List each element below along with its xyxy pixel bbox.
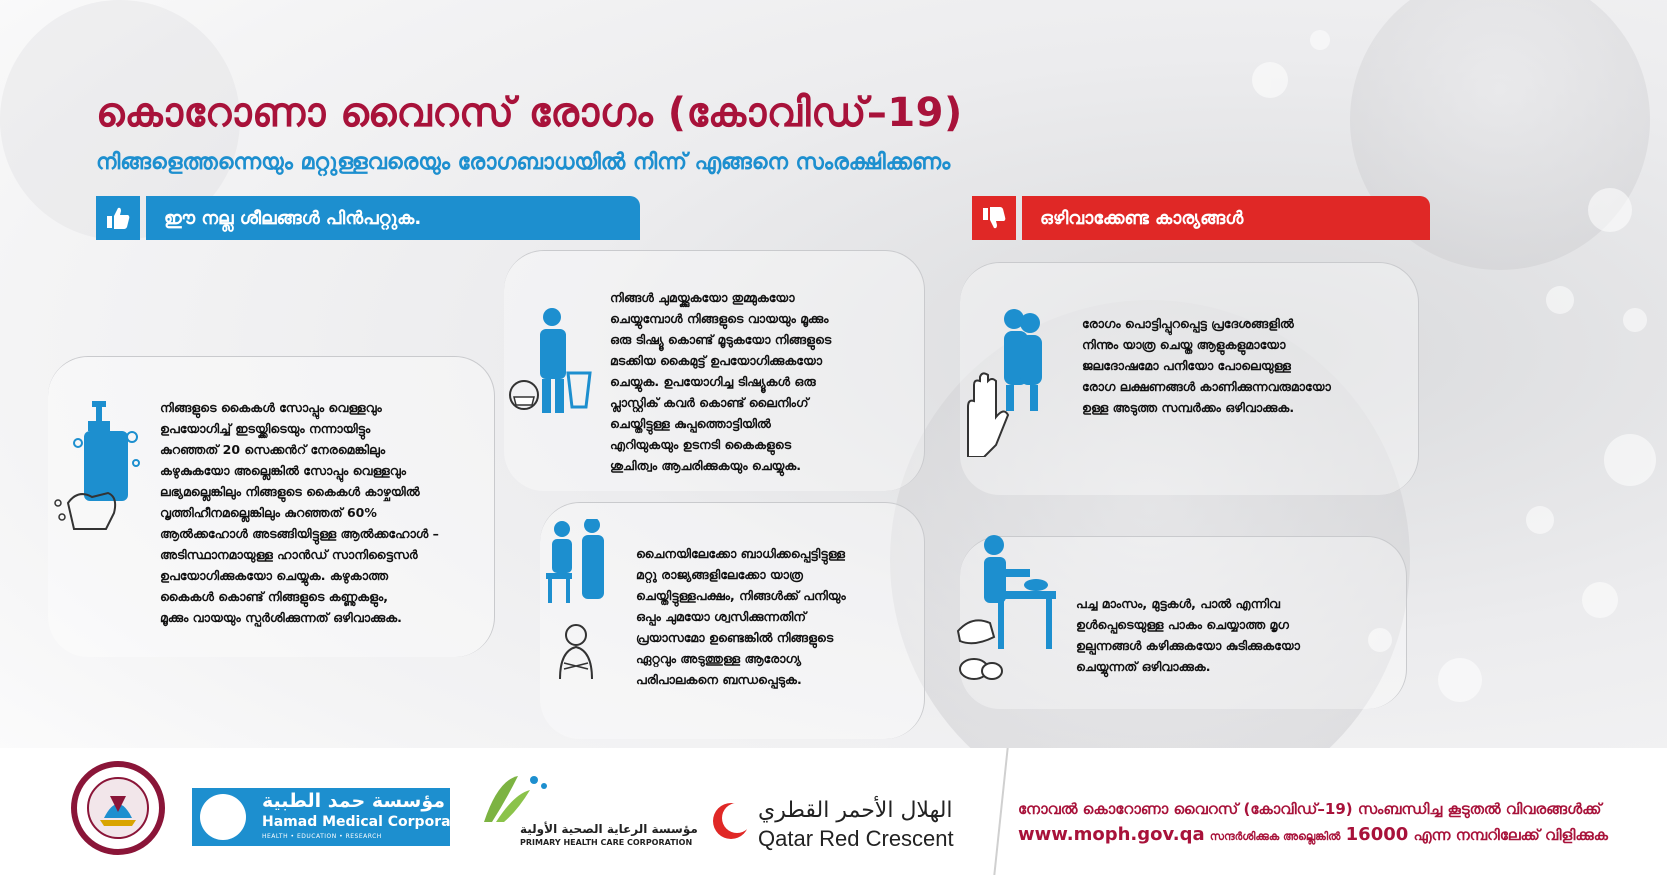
tissue-line: ചെയ്തിട്ടുള്ള കുപ്പത്തൊട്ടിയിൽ — [610, 416, 771, 431]
hmc-logo — [192, 788, 482, 846]
raw-food-line: ചെയ്യുന്നത് ഒഴിവാക്കുക. — [1076, 659, 1211, 674]
handwash-line: കഴുകുകയോ അല്ലെങ്കിൽ സോപ്പും വെള്ളവും — [160, 463, 406, 478]
do-card-tissue — [504, 250, 925, 491]
handwash-line: ലഭ്യമല്ലെങ്കിലും നിങ്ങളുടെ കൈകൾ കാഴ്ചയിൽ — [160, 484, 420, 499]
do-card-doctor — [540, 502, 925, 739]
handwash-line: മൂക്കും വായയും സ്പർശിക്കുന്നത് ഒഴിവാക്കുക. — [160, 610, 402, 625]
phcc-arabic-name: مؤسسة الرعاية الصحية الأولية — [520, 822, 698, 836]
hmc-emblem — [200, 794, 246, 840]
handwash-line: ഉപയോഗിച്ച് ഇടയ്ക്കിടെയും നന്നായിട്ടും — [160, 421, 371, 436]
do-banner — [96, 196, 640, 240]
handwash-line: ഉപയോഗിക്കുകയോ ചെയ്യുക. കഴുകാത്ത — [160, 568, 389, 583]
tissue-line: ഒരു ടിഷ്യൂ കൊണ്ട് മൂടുകയോ നിങ്ങളുടെ — [610, 332, 832, 347]
doctor-patient-icon — [540, 519, 620, 693]
do-card-handwash — [48, 356, 495, 657]
handwash-line: ആൽക്കഹോൾ അടങ്ങിയിട്ടുള്ള ആൽക്കഹോൾ – — [160, 526, 439, 541]
do-banner-label: ഈ നല്ല ശീലങ്ങൾ പിൻപറ്റുക. — [146, 196, 640, 240]
doctor-line: ചെയ്തിട്ടുള്ളപക്ഷം, നിങ്ങൾക്ക് പനിയും — [636, 588, 846, 603]
tissue-line: എറിയുകയും ഉടനടി കൈകളുടെ — [610, 437, 792, 452]
doctor-line: മറ്റു രാജ്യങ്ങളിലേക്കോ യാത്ര — [636, 567, 803, 582]
footer-contact-line — [1018, 824, 1608, 845]
hotline-number: 16000 — [1345, 824, 1409, 845]
dont-card-contact — [960, 262, 1419, 495]
contact-line: ഉള്ള അടുത്ത സമ്പർക്കം ഒഴിവാക്കുക. — [1082, 400, 1295, 415]
page-title: കൊറോണാ വൈറസ് രോഗം (കോവിഡ്–19) — [96, 90, 963, 136]
hmc-tagline: HEALTH • EDUCATION • RESEARCH — [262, 833, 382, 840]
qrc-crescent-icon — [710, 800, 752, 846]
hmc-arabic-name: مؤسسة حمد الطبية — [262, 790, 446, 812]
qrc-arabic-name: الهلال الأحمر القطري — [758, 798, 953, 823]
footer-visit-text: സന്ദർശിക്കുക അല്ലെങ്കിൽ — [1209, 830, 1341, 843]
page-subtitle: നിങ്ങളെത്തന്നെയും മറ്റുള്ളവരെയും രോഗബാധയിൽ നിന്ന് എങ്ങനെ സംരക്ഷിക്കണം — [96, 150, 951, 175]
phcc-english-name: PRIMARY HEALTH CARE CORPORATION — [520, 838, 693, 847]
thumbs-up-icon — [96, 196, 140, 240]
tissue-line: നിങ്ങൾ ചുമയ്ക്കുകയോ തുമ്മുകയോ — [610, 290, 795, 305]
contact-line: രോഗം പൊട്ടിപ്പുറപ്പെട്ട പ്രദേശങ്ങളിൽ — [1082, 316, 1294, 331]
doctor-line: ഒപ്പം ചുമയോ ശ്വസിക്കുന്നതിന് — [636, 609, 807, 624]
handwash-line: കൈകൾ കൊണ്ട് നിങ്ങളുടെ കണ്ണുകളും, — [160, 589, 389, 604]
footer-call-text: എന്ന നമ്പറിലേക്ക് വിളിക്കുക — [1413, 826, 1608, 844]
hmc-english-name: Hamad Medical Corporation — [262, 814, 482, 830]
tissue-line: ചെയ്യുമ്പോൾ നിങ്ങളുടെ വായയും മൂക്കും — [610, 311, 829, 326]
handwash-line: നിങ്ങളുടെ കൈകൾ സോപ്പും വെള്ളവും — [160, 400, 382, 415]
dont-banner — [972, 196, 1430, 240]
doctor-line: ചൈനയിലേക്കോ ബാധിക്കപ്പെട്ടിട്ടുള്ള — [636, 546, 845, 561]
footer-info-line: നോവൽ കൊറോണാ വൈറസ് (കോവിഡ്–19) സംബന്ധിച്ച കൂടുതൽ വിവരങ്ങൾക്ക് — [1018, 800, 1602, 818]
hug-stop-icon — [960, 307, 1060, 461]
contact-line: ജലദോഷമോ പനിയോ പോലെയുള്ള — [1082, 358, 1291, 373]
raw-food-line: ഉല്പന്നങ്ങൾ കഴിക്കുകയോ കുടിക്കുകയോ — [1076, 638, 1300, 653]
doctor-line: പ്രയാസമോ ഉണ്ടെങ്കിൽ നിങ്ങളുടെ — [636, 630, 834, 645]
tissue-line: ചെയ്യുക. ഉപയോഗിച്ച ടിഷ്യൂകൾ ഒരു — [610, 374, 816, 389]
raw-food-line: ഉൾപ്പെടെയുള്ള പാകം ചെയ്യാത്ത മൃഗ — [1076, 617, 1289, 632]
moph-url-link[interactable]: www.moph.gov.qa — [1018, 824, 1205, 845]
handwash-line: വൃത്തിഹീനമല്ലെങ്കിലും കുറഞ്ഞത് 60% — [160, 505, 377, 520]
raw-food-line: പച്ച മാംസം, മുട്ടകൾ, പാൽ എന്നിവ — [1076, 596, 1281, 611]
handwash-line: അടിസ്ഥാനമായുള്ള ഹാൻഡ് സാനിട്ടൈസർ — [160, 547, 418, 562]
handwash-line: കുറഞ്ഞത് 20 സെക്കൻറ് നേരമെങ്കിലും — [160, 442, 386, 457]
tissue-bin-icon — [504, 303, 604, 427]
doctor-line: ഏറ്റവും അടുത്തുള്ള ആരോഗ്യ — [636, 651, 802, 666]
tissue-line: ശുചിത്വം ആചരിക്കുകയും ചെയ്യുക. — [610, 458, 802, 473]
tissue-line: മടക്കിയ കൈമുട്ട് ഉപയോഗിക്കുകയോ — [610, 353, 823, 368]
contact-line: നിന്നും യാത്ര ചെയ്ത ആളുകളുമായോ — [1082, 337, 1286, 352]
moph-logo — [70, 760, 166, 860]
dont-banner-label: ഒഴിവാക്കേണ്ട കാര്യങ്ങൾ — [1022, 196, 1430, 240]
raw-food-icon — [954, 531, 1064, 695]
doctor-line: പരിപാലകനെ ബന്ധപ്പെടുക. — [636, 672, 802, 687]
contact-line: രോഗ ലക്ഷണങ്ങൾ കാണിക്കുന്നവരുമായോ — [1082, 379, 1331, 394]
thumbs-down-icon — [972, 196, 1016, 240]
handwash-icon — [48, 393, 144, 537]
phcc-logo — [478, 770, 558, 830]
dont-card-raw-food — [960, 536, 1407, 709]
qrc-english-name: Qatar Red Crescent — [758, 826, 954, 851]
tissue-line: പ്ലാസ്റ്റിക് കവർ കൊണ്ട് ലൈനിംഗ് — [610, 395, 809, 410]
